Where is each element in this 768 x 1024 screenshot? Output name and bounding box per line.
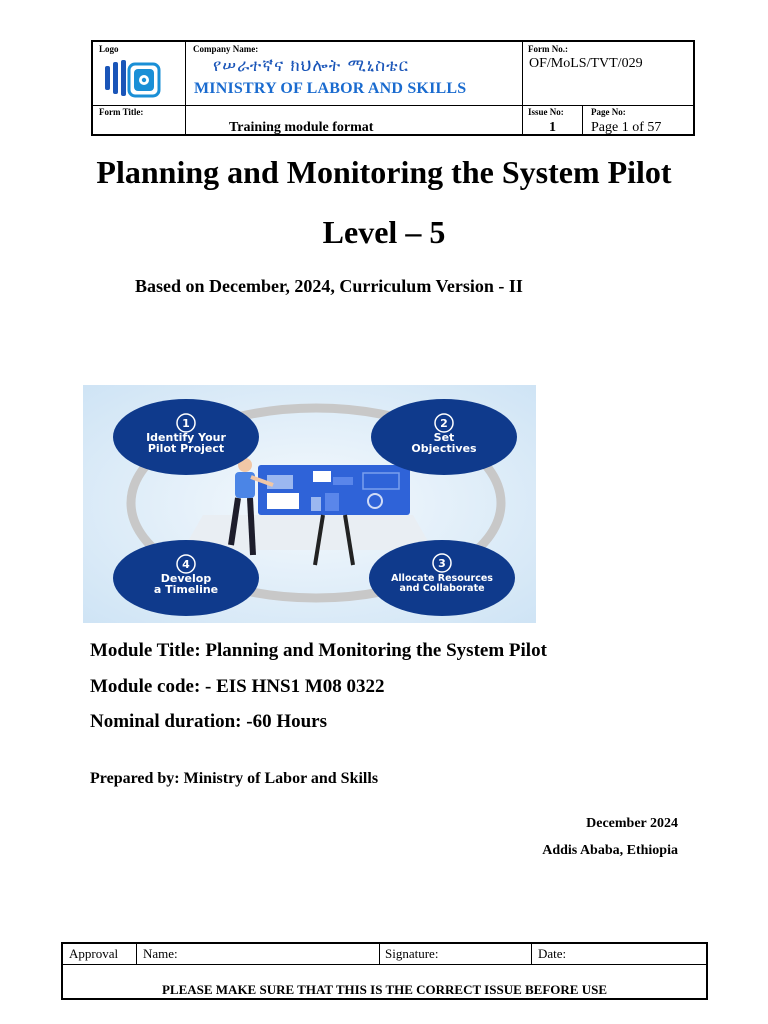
company-name-amharic: የሠራተኛና ክህሎት ሚኒስቴር bbox=[213, 56, 409, 76]
module-code: Module code: - EIS HNS1 M08 0322 bbox=[90, 676, 385, 697]
issue-notice: PLEASE MAKE SURE THAT THIS IS THE CORRECT ISSUE BEFORE USE bbox=[161, 982, 608, 997]
form-no-label: Form No.: bbox=[528, 44, 568, 54]
divider bbox=[93, 105, 693, 106]
company-name-english: MINISTRY OF LABOR AND SKILLS bbox=[194, 80, 467, 97]
divider bbox=[63, 964, 706, 965]
approval-label: Approval bbox=[69, 946, 119, 961]
step-3-line1: Allocate Resources bbox=[391, 573, 493, 584]
ministry-logo-icon bbox=[103, 58, 167, 100]
step-1-line2: Pilot Project bbox=[147, 442, 225, 455]
publication-place: Addis Ababa, Ethiopia bbox=[542, 843, 678, 858]
publication-date: December 2024 bbox=[586, 816, 678, 831]
approval-table bbox=[61, 942, 708, 1000]
page-number: Page 1 of 57 bbox=[591, 120, 662, 135]
step-4-line2: a Timeline bbox=[153, 583, 219, 596]
step-3-circle bbox=[369, 540, 515, 616]
name-field: Name: bbox=[143, 946, 178, 961]
step-2-circle bbox=[371, 399, 517, 475]
prepared-by: Prepared by: Ministry of Labor and Skills bbox=[90, 770, 379, 787]
step-2-number: 2 bbox=[440, 417, 448, 430]
signature-field: Signature: bbox=[385, 946, 439, 961]
step-4-circle bbox=[113, 540, 259, 616]
pilot-steps-illustration bbox=[83, 385, 536, 623]
step-1-line1: Identify Your bbox=[146, 431, 226, 444]
divider bbox=[582, 105, 583, 134]
logo-label: Logo bbox=[99, 44, 119, 54]
form-number: OF/MoLS/TVT/029 bbox=[529, 56, 643, 71]
divider bbox=[531, 944, 532, 964]
form-title: Training module format bbox=[229, 120, 374, 135]
form-title-label: Form Title: bbox=[99, 107, 144, 117]
nominal-duration: Nominal duration: -60 Hours bbox=[90, 711, 327, 732]
page-no-label: Page No: bbox=[591, 107, 626, 117]
level-heading: Level – 5 bbox=[322, 214, 446, 250]
issue-number: 1 bbox=[549, 120, 556, 135]
divider bbox=[185, 42, 186, 134]
step-3-number: 3 bbox=[438, 557, 446, 570]
form-header-table bbox=[91, 40, 695, 136]
divider bbox=[136, 944, 137, 964]
step-1-circle bbox=[113, 399, 259, 475]
divider bbox=[379, 944, 380, 964]
step-3-line2: and Collaborate bbox=[399, 583, 485, 594]
step-4-line1: Develop bbox=[160, 572, 212, 585]
step-1-number: 1 bbox=[182, 417, 190, 430]
step-2-line2: Objectives bbox=[411, 442, 477, 455]
company-name-label: Company Name: bbox=[193, 44, 259, 54]
curriculum-version: Based on December, 2024, Curriculum Version - II bbox=[135, 276, 523, 296]
step-4-number: 4 bbox=[182, 558, 190, 571]
issue-no-label: Issue No: bbox=[528, 107, 564, 117]
date-field: Date: bbox=[538, 946, 567, 961]
document-title: Planning and Monitoring the System Pilot bbox=[96, 154, 672, 190]
step-2-line1: Set bbox=[433, 431, 455, 444]
divider bbox=[522, 42, 523, 134]
module-title: Module Title: Planning and Monitoring the System Pilot bbox=[90, 640, 547, 661]
